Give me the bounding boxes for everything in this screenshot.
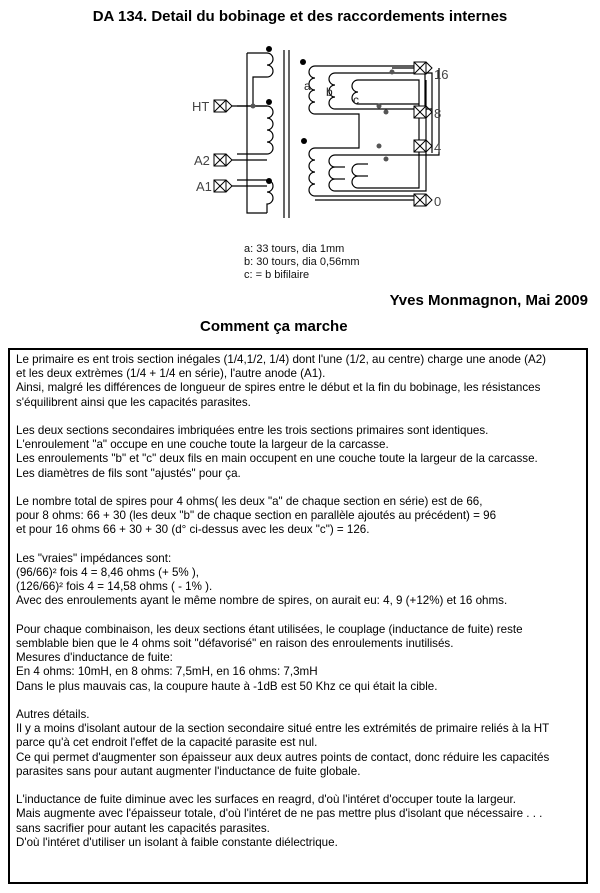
label-0: 0 (434, 194, 442, 209)
junction-dot (251, 104, 256, 109)
paragraph-primary (16, 353, 580, 410)
text-line: Dans le plus mauvais cas, la coupure haute à -1dB est 50 Khz ce qui était la cible. (16, 679, 438, 693)
junction-dot (390, 70, 395, 75)
label-winding-a: a (304, 79, 311, 93)
text-line: Ainsi, malgré les différences de longueur de spires entre le début et la fin du bobinage, les résistances (16, 381, 541, 395)
text-line: Les "vraies" impédances sont: (16, 551, 172, 565)
junction-dot (377, 144, 382, 149)
paragraph-insulation (16, 793, 580, 850)
text-line: En 4 ohms: 10mH, en 8 ohms: 7,5mH, en 16 ohms: 7,3mH (16, 665, 318, 679)
text-line: et les deux extrèmes (1/4 + 1/4 en série), l'autre anode (A1). (16, 367, 326, 381)
junction-dot (384, 157, 389, 162)
text-line: L'enroulement "a" occupe en une couche toute la largeur de la carcasse. (16, 438, 389, 452)
winding-b-lower (329, 80, 426, 191)
junction-dot (377, 104, 382, 109)
text-line: Les deux sections secondaires imbriquées entre les trois sections primaires sont identiques. (16, 424, 489, 437)
transformer-schematic (190, 40, 460, 240)
text-line: Les enroulements "b" et "c" deux fils en main occupent en une couche toute la largeur de la carcasse. (16, 452, 538, 466)
text-line: Les diamètres de fils sont "ajustés" pour ça. (16, 466, 241, 480)
text-line: Mais augmente avec l'épaisseur totale, d'où l'intéret de ne pas mettre plus d'isolant que nécessaire . . . (16, 807, 543, 821)
text-line: (126/66)² fois 4 = 14,58 ohms ( - 1% ). (16, 580, 213, 594)
phase-dot (266, 178, 272, 184)
text-line: parce qu'à cet endroit l'effet de la capacité parasite est nul. (16, 736, 318, 750)
paragraph-secondary (16, 424, 580, 481)
legend-item-a: a: 33 tours, dia 1mm (244, 243, 345, 255)
text-line: Mesures d'inductance de fuite: (16, 651, 173, 665)
paragraph-impedances (16, 552, 580, 609)
phase-dot (300, 59, 306, 65)
phase-dot (266, 99, 272, 105)
label-16: 16 (434, 67, 449, 82)
label-winding-b: b (326, 85, 333, 99)
legend-item-b: b: 30 tours, dia 0,56mm (244, 256, 360, 268)
winding-c-upper-lead (358, 80, 419, 150)
text-line: L'inductance de fuite diminue avec les surfaces en reagrd, d'où l'intéret d'occuper toute la largeur. (16, 793, 516, 807)
section-title: Comment ça marche (200, 318, 348, 335)
text-line: Autres détails. (16, 708, 90, 721)
text-line: parasites sans pour autant augmenter l'inductance de fuite globale. (16, 764, 361, 778)
text-line: Le primaire es ent trois section inégales (1/4,1/2, 1/4) dont l'une (1/2, au centre) charge une anode (A2) (16, 353, 547, 366)
paragraph-leakage (16, 623, 580, 694)
text-line: sans sacrifier pour autant les capacités parasites. (16, 821, 270, 835)
label-ht: HT (192, 99, 210, 114)
paragraph-turns (16, 495, 580, 538)
text-line: semblable bien que le 4 ohms soit "défavorisé" en raison des enroulements inutilisés. (16, 637, 454, 650)
phase-dot (301, 138, 307, 144)
page-title: DA 134. Detail du bobinage et des raccordements internes (92, 8, 508, 25)
legend-item-c: c: = b bifilaire (244, 269, 310, 281)
primary-winding-top (247, 53, 273, 106)
primary-winding-middle (237, 106, 273, 154)
paragraph-other-details (16, 708, 580, 779)
junction-dot (384, 110, 389, 115)
explanation-box (8, 348, 588, 884)
terminal-4 (414, 140, 432, 152)
terminal-8 (414, 106, 432, 118)
label-winding-c: c (353, 93, 359, 107)
terminal-16 (414, 62, 432, 74)
terminal-0 (414, 194, 432, 206)
label-4: 4 (434, 140, 442, 155)
text-line: Ce qui permet d'augmenter son épaisseur aux deux autres points de contact, donc réduire les capacités (16, 750, 550, 764)
text-line: s'équilibrent ainsi que les capacités parasites. (16, 395, 251, 409)
text-line: et pour 16 ohms 66 + 30 + 30 (d° ci-dessus avec les deux "c") = 126. (16, 523, 370, 537)
winding-c-lower (352, 150, 419, 188)
label-a1: A1 (196, 179, 212, 194)
terminal-a2 (214, 154, 232, 166)
terminal-ht (214, 100, 232, 112)
terminal-a1 (214, 180, 232, 192)
winding-c-upper (352, 80, 419, 104)
author-credit: Yves Monmagnon, Mai 2009 (389, 292, 588, 309)
text-line: Il y a moins d'isolant autour de la section secondaire situé entre les extrémités de primaire reliés à la HT (16, 722, 550, 736)
label-8: 8 (434, 106, 442, 121)
text-line: D'où l'intéret d'utiliser un isolant à faible constante diélectrique. (16, 835, 338, 849)
phase-dot (266, 46, 272, 52)
winding-a-upper (309, 66, 359, 148)
text-line: Pour chaque combinaison, les deux sections étant utilisées, le couplage (inductance de fuite) reste (16, 622, 523, 636)
text-line: Avec des enroulements ayant le même nombre de spires, on aurait eu: 4, 9 (+12%) et 16 ohms. (16, 594, 508, 608)
label-a2: A2 (194, 153, 210, 168)
winding-legend (244, 243, 360, 282)
text-line: pour 8 ohms: 66 + 30 (les deux "b" de chaque section en parallèle ajoutés au précédent) = 96 (16, 509, 497, 523)
primary-winding-bottom (237, 180, 273, 213)
text-line: Le nombre total de spires pour 4 ohms( les deux "a" de chaque section en série) est de 66, (16, 495, 483, 508)
text-line: (96/66)² fois 4 = 8,46 ohms (+ 5% ), (16, 566, 200, 579)
